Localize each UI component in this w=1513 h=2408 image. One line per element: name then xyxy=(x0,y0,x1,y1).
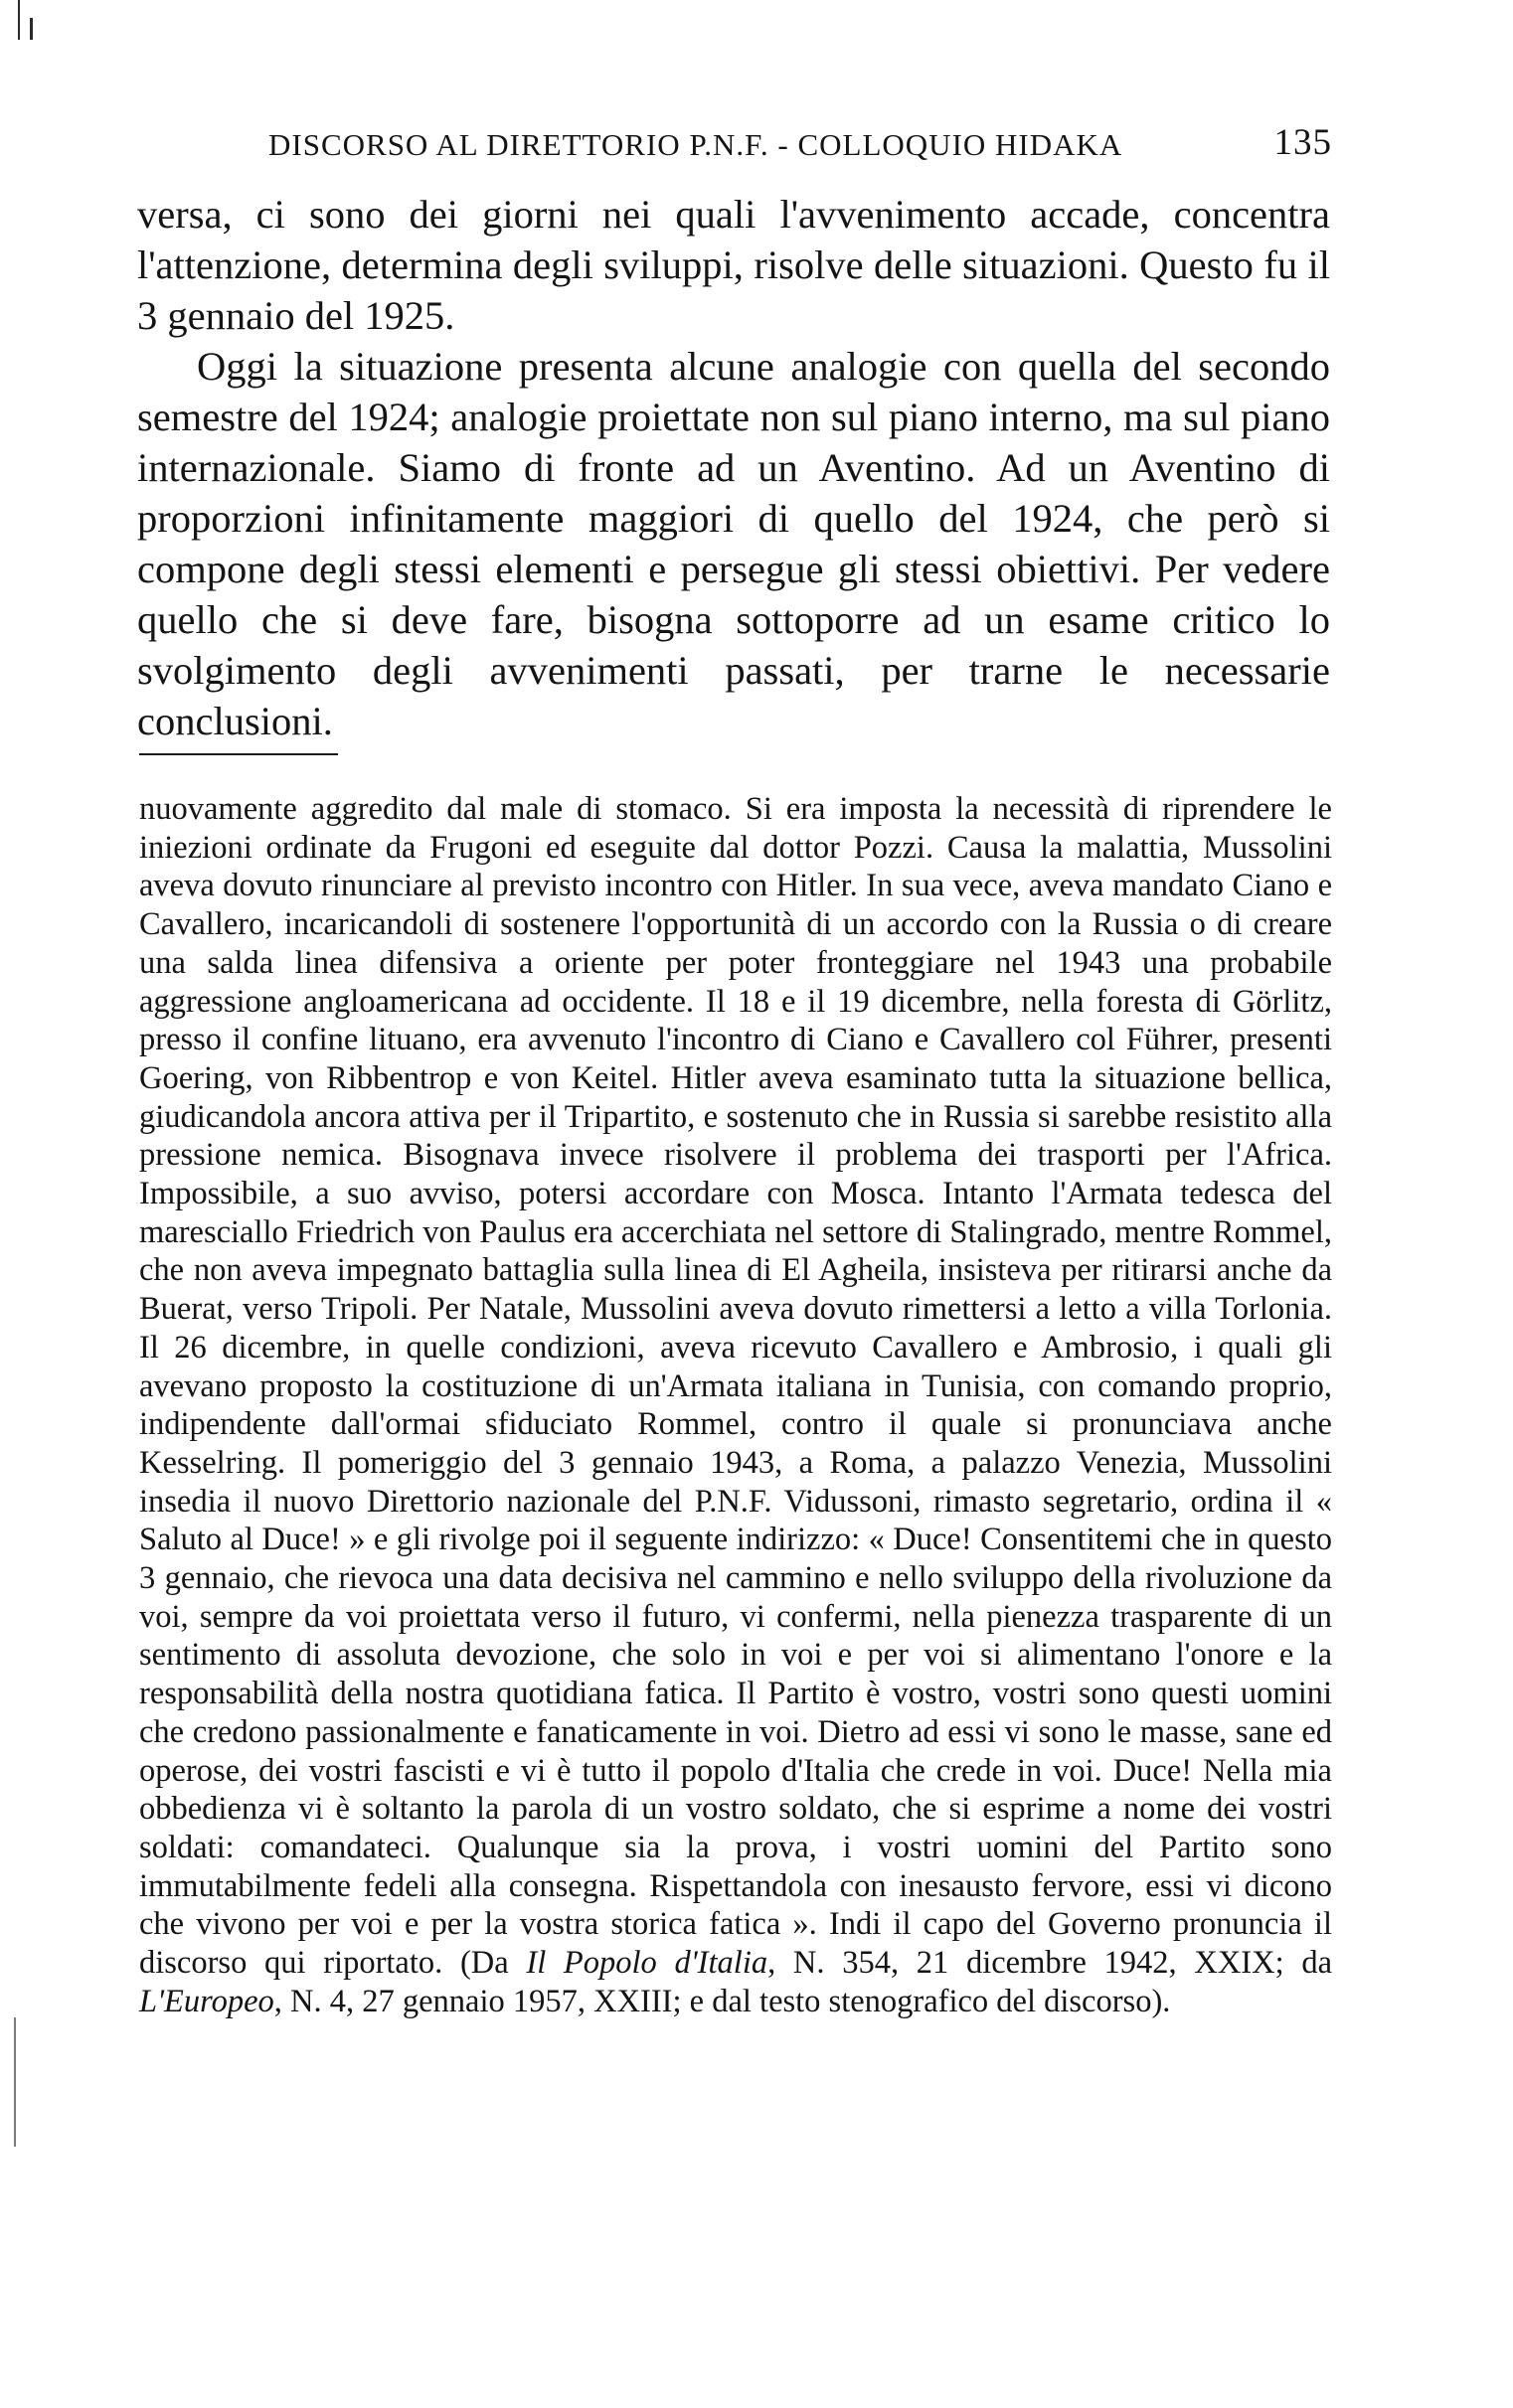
scan-edge-mark xyxy=(18,0,20,40)
running-head xyxy=(268,121,1332,171)
source-details-popolo: , N. 354, 21 dicembre 1942, XXIX; da xyxy=(767,1945,1332,1982)
scan-edge-mark xyxy=(14,2017,16,2147)
main-text xyxy=(137,189,1330,746)
scan-edge-mark xyxy=(30,18,33,40)
footnote-paragraph xyxy=(139,790,1332,2021)
source-title-popolo: Il Popolo d'Italia xyxy=(526,1945,768,1982)
page-number: 135 xyxy=(1273,122,1332,163)
running-title: DISCORSO AL DIRETTORIO P.N.F. - COLLOQUIO HIDAKA xyxy=(268,127,1123,162)
paragraph: Oggi la situazione presenta alcune analogie con quella del secondo semestre del 1924; analogie proiettate non sul piano interno, ma sul piano internazionale. Siamo di fronte ad un Aventino. Ad un Aventino di proporzioni infinitamente maggiori di quello del 1924, che però si compone degli stessi elementi e persegue gli stessi obiettivi. Per vedere quello che si deve fare, bisogna sottoporre ad un esame critico lo svolgimento degli avvenimenti passati, per trarne le necessarie conclusioni. xyxy=(137,344,1330,743)
footnote xyxy=(139,790,1332,2021)
paragraph-continued: versa, ci sono dei giorni nei quali l'avvenimento accade, concentra l'attenzione, determina degli sviluppi, risolve delle situazioni. Questo fu il 3 gennaio del 1925. xyxy=(137,192,1330,338)
source-title-europeo: L'Europeo xyxy=(139,1983,274,2019)
source-details-europeo: , N. 4, 27 gennaio 1957, XXIII; e dal testo stenografico del discorso). xyxy=(273,1983,1171,2019)
footnote-text: nuovamente aggredito dal male di stomaco. Si era imposta la necessità di riprendere le iniezioni ordinate da Frugoni ed eseguite dal dottor Pozzi. Causa la malattia, Mussolini aveva dovuto rinunciare al previsto incontro con Hitler. In sua vece, aveva mandato Ciano e Cavallero, incaricandoli di sostenere l'opportunità di un accordo con la Russia o di creare una salda linea difensiva a oriente per poter fronteggiare nel 1943 una probabile aggressione angloamericana ad occidente. Il 18 e il 19 dicembre, nella foresta di Görlitz, presso il confine lituano, era avvenuto l'incontro di Ciano e Cavallero col Führer, presenti Goering, von Ribbentrop e von Keitel. Hitler aveva esaminato tutta la situazione bellica, giudicandola ancora attiva per il Tripartito, e sostenuto che in Russia si sarebbe resistito alla pressione nemica. Bisognava invece risolvere il problema dei trasporti per l'Africa. Impossibile, a suo avviso, potersi accordare con Mosca. Intanto l'Armata tedesca del maresciallo Friedrich von Paulus era accerchiata nel settore di Stalingrado, mentre Rommel, che non aveva impegnato battaglia sulla linea di El Agheila, insisteva per ritirarsi anche da Buerat, verso Tripoli. Per Natale, Mussolini aveva dovuto rimettersi a letto a villa Torlonia. Il 26 dicembre, in quelle condizioni, aveva ricevuto Cavallero e Ambrosio, i quali gli avevano proposto la costituzione di un'Armata italiana in Tunisia, con comando proprio, indipendente dall'ormai sfiduciato Rommel, contro il quale si pronunciava anche Kesselring. Il pomeriggio del 3 gennaio 1943, a Roma, a palazzo Venezia, Mussolini insedia il nuovo Direttorio nazionale del P.N.F. Vidussoni, rimasto segretario, ordina il « Saluto al Duce! » e gli rivolge poi il seguente indirizzo: « Duce! Consentitemi che in questo 3 gennaio, che rievoca una data decisiva nel cammino e nello sviluppo della rivoluzione da voi, sempre da voi proiettata verso il futuro, vi confermi, nella pienezza trasparente di un sentimento di assoluta devozione, che solo in voi e per voi si alimentano l'onore e la responsabilità della nostra quotidiana fatica. Il Partito è vostro, vostri sono questi uomini che credono passionalmente e fanaticamente in voi. Dietro ad essi vi sono le masse, sane ed operose, dei vostri fascisti e vi è tutto il popolo d'Italia che crede in voi. Duce! Nella mia obbedienza vi è soltanto la parola di un vostro soldato, che si esprime a nome dei vostri soldati: comandateci. Qualunque sia la prova, i vostri uomini del Partito sono immutabilmente fedeli alla consegna. Rispettandola con inesausto fervore, essi vi dicono che vivono per voi e per la vostra storica fatica ». Indi il capo del Governo pronuncia il discorso qui riportato. (Da xyxy=(139,791,1332,1982)
footnote-separator xyxy=(139,753,338,755)
